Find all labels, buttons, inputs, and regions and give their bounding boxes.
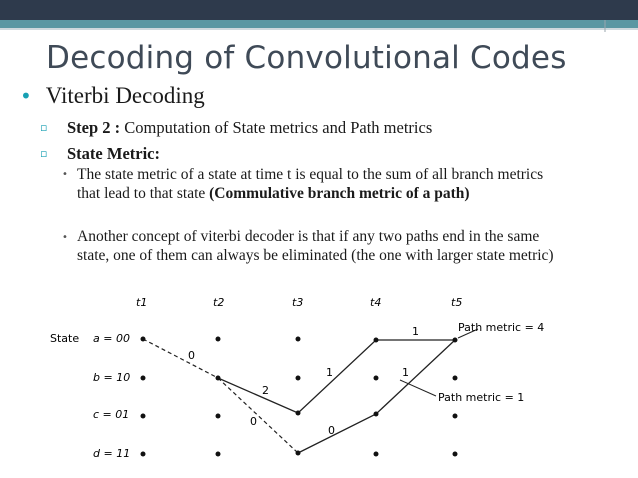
branch-label: 1 [412, 325, 419, 338]
trellis-node [296, 411, 301, 416]
state-word-label: State [50, 332, 80, 345]
survivor-path-metric-1 [298, 340, 455, 453]
trellis-node [453, 338, 458, 343]
slide-title: Decoding of Convolutional Codes [46, 40, 567, 76]
bullet-viterbi-decoding [20, 83, 205, 109]
time-label-t4: t4 [370, 296, 382, 309]
branch-label: 1 [326, 366, 333, 379]
trellis-node [141, 452, 146, 457]
trellis-node [141, 414, 146, 419]
trellis-node [374, 338, 379, 343]
state-metric-heading [67, 144, 160, 164]
slide-top-bar [0, 0, 638, 32]
square-bullet-icon: ▫ [40, 147, 48, 160]
state-label-a: a = 00 [93, 332, 130, 345]
sub1-text: The state metric of a state at time t is equal to the sum of all branch metrics that lead to that state [77, 166, 544, 202]
step2-label: Step 2 : [67, 118, 121, 137]
trellis-node [374, 412, 379, 417]
small-bullet-icon: • [62, 232, 68, 243]
trellis-node [216, 414, 221, 419]
trellis-node [453, 376, 458, 381]
sub1-bold: (Commulative branch metric of a path) [209, 185, 470, 202]
trellis-node [296, 451, 301, 456]
state-label-b: b = 10 [93, 371, 131, 384]
trellis-node [296, 376, 301, 381]
state-metric-label: State Metric: [67, 144, 160, 163]
trellis-node [216, 376, 221, 381]
branch-label: 0 [328, 424, 335, 437]
bullet-dot-icon: • [20, 84, 32, 108]
trellis-node [216, 337, 221, 342]
branch-label: 0 [250, 415, 257, 428]
sub2-text: Another concept of viterbi decoder is that if any two paths end in the same state, one of them can always be eliminated (the one with larger state metric) [77, 228, 554, 264]
step2-line [67, 118, 432, 138]
sub-bullet-path-elimination [77, 227, 572, 265]
branch-label: 0 [188, 349, 195, 362]
bullet-viterbi-text: Viterbi Decoding [45, 83, 205, 108]
dashed-branch-b-d [218, 378, 298, 453]
time-label-t2: t2 [213, 296, 225, 309]
time-label-t3: t3 [292, 296, 304, 309]
state-label-c: c = 01 [93, 408, 130, 421]
time-label-t5: t5 [451, 296, 463, 309]
branch-label: 1 [402, 366, 409, 379]
dashed-branch-a-b [143, 339, 218, 378]
path-metric-top-label: Path metric = 4 [458, 321, 545, 334]
step2-text: Computation of State metrics and Path metrics [124, 118, 433, 137]
time-label-t1: t1 [136, 296, 148, 309]
trellis-node [141, 337, 146, 342]
trellis-node [374, 452, 379, 457]
trellis-node [216, 452, 221, 457]
trellis-node [453, 452, 458, 457]
trellis-node [453, 414, 458, 419]
survivor-path-metric-4 [218, 340, 455, 413]
trellis-diagram [0, 290, 638, 478]
small-bullet-icon: • [62, 169, 68, 180]
trellis-node [141, 376, 146, 381]
trellis-node [296, 337, 301, 342]
square-bullet-icon: ▫ [40, 121, 48, 134]
path-metric-bottom-label: Path metric = 1 [438, 391, 525, 404]
state-label-d: d = 11 [93, 447, 131, 460]
branch-label: 2 [262, 384, 269, 397]
trellis-node [374, 376, 379, 381]
pointer-line-bottom [400, 380, 436, 396]
sub-bullet-state-metric [77, 165, 567, 203]
